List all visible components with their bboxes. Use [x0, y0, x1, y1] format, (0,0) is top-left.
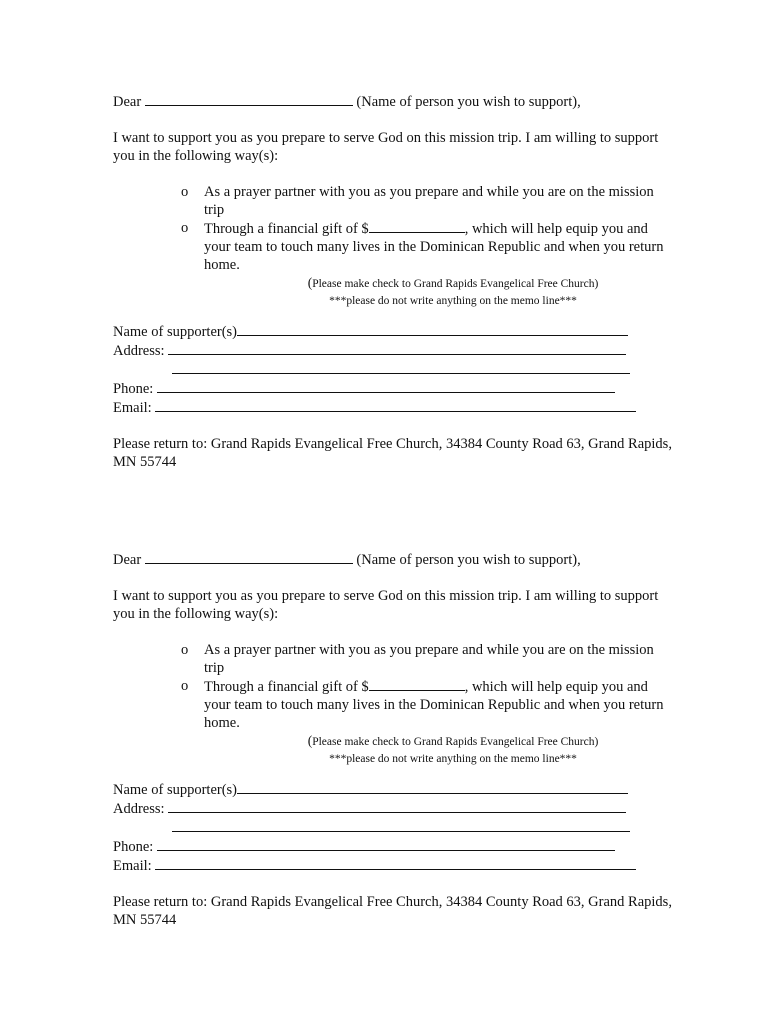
- phone-row: [113, 837, 673, 856]
- option-prayer: [113, 183, 673, 219]
- check-note: [293, 732, 613, 768]
- intro-paragraph: I want to support you as you prepare to serve God on this mission trip. I am willing to support you in the following way(s):: [113, 130, 659, 164]
- option-financial-suffix: , which will help equip you and your team to touch many lives in the Dominican Republic and when you return home.: [204, 221, 664, 273]
- name-label: Name of supporter(s): [113, 782, 238, 798]
- dear-line: [113, 92, 673, 111]
- note-paren: (: [307, 733, 313, 748]
- phone-blank[interactable]: [157, 379, 615, 393]
- address-row-2: [113, 818, 673, 837]
- address-blank-1[interactable]: [168, 341, 626, 355]
- support-form-2: [113, 550, 673, 929]
- supporter-fields: [113, 322, 673, 417]
- address-label: Address:: [113, 801, 165, 817]
- address-blank-2[interactable]: [172, 818, 630, 832]
- name-row: [113, 322, 673, 341]
- name-blank[interactable]: [237, 322, 628, 336]
- phone-blank[interactable]: [157, 837, 615, 851]
- intro-paragraph: I want to support you as you prepare to serve God on this mission trip. I am willing to support you in the following way(s):: [113, 588, 659, 622]
- email-label: Email:: [113, 400, 152, 416]
- email-blank[interactable]: [155, 856, 636, 870]
- phone-row: [113, 379, 673, 398]
- phone-label: Phone:: [113, 381, 154, 397]
- phone-label: Phone:: [113, 839, 154, 855]
- option-bullet[interactable]: o: [181, 678, 189, 694]
- note-line-2: ***please do not write anything on the memo line***: [329, 295, 577, 307]
- option-bullet[interactable]: o: [181, 642, 189, 658]
- note-line-1: Please make check to Grand Rapids Evangelical Free Church): [312, 736, 599, 748]
- supporter-fields: [113, 780, 673, 875]
- gift-amount-blank[interactable]: [369, 219, 465, 233]
- note-line-2: ***please do not write anything on the memo line***: [329, 753, 577, 765]
- address-row: [113, 341, 673, 360]
- option-prayer-text: As a prayer partner with you as you prepare and while you are on the mission trip: [204, 642, 654, 676]
- option-prayer: [113, 641, 673, 677]
- address-blank-1[interactable]: [168, 799, 626, 813]
- address-row-2: [113, 360, 673, 379]
- name-row: [113, 780, 673, 799]
- dear-label: Dear: [113, 552, 142, 568]
- option-bullet[interactable]: o: [181, 220, 189, 236]
- support-options: [113, 641, 673, 732]
- gift-amount-blank[interactable]: [369, 677, 465, 691]
- return-address: Please return to: Grand Rapids Evangelical Free Church, 34384 County Road 63, Grand Rapids, MN 55744: [113, 436, 672, 470]
- note-line-1: Please make check to Grand Rapids Evangelical Free Church): [312, 278, 599, 290]
- recipient-name-blank[interactable]: [145, 92, 353, 106]
- dear-line: [113, 550, 673, 569]
- support-form-1: [113, 92, 673, 471]
- option-financial: [113, 219, 673, 274]
- return-address: Please return to: Grand Rapids Evangelical Free Church, 34384 County Road 63, Grand Rapids, MN 55744: [113, 894, 672, 928]
- dear-suffix: (Name of person you wish to support),: [356, 94, 581, 110]
- name-blank[interactable]: [237, 780, 628, 794]
- dear-label: Dear: [113, 94, 142, 110]
- email-row: [113, 856, 673, 875]
- check-note: [293, 274, 613, 310]
- name-label: Name of supporter(s): [113, 324, 238, 340]
- note-paren: (: [307, 275, 313, 290]
- dear-suffix: (Name of person you wish to support),: [356, 552, 581, 568]
- address-row: [113, 799, 673, 818]
- email-label: Email:: [113, 858, 152, 874]
- address-blank-2[interactable]: [172, 360, 630, 374]
- option-financial-prefix: Through a financial gift of $: [204, 679, 369, 695]
- email-row: [113, 398, 673, 417]
- option-bullet[interactable]: o: [181, 184, 189, 200]
- option-prayer-text: As a prayer partner with you as you prepare and while you are on the mission trip: [204, 184, 654, 218]
- address-label: Address:: [113, 343, 165, 359]
- option-financial: [113, 677, 673, 732]
- email-blank[interactable]: [155, 398, 636, 412]
- recipient-name-blank[interactable]: [145, 550, 353, 564]
- option-financial-prefix: Through a financial gift of $: [204, 221, 369, 237]
- support-options: [113, 183, 673, 274]
- option-financial-suffix: , which will help equip you and your team to touch many lives in the Dominican Republic and when you return home.: [204, 679, 664, 731]
